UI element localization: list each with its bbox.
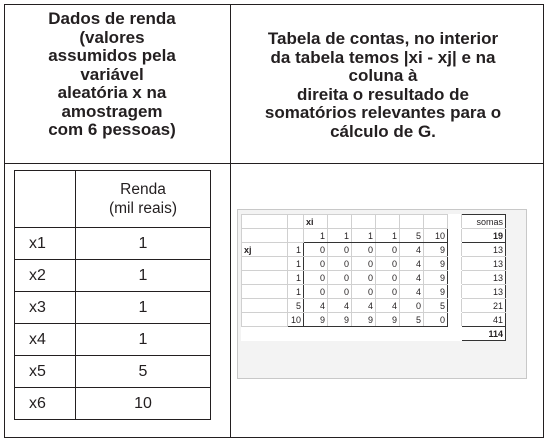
table-row [242, 285, 506, 299]
sheet-cell: 0 [376, 257, 400, 271]
sheet-cell [448, 257, 462, 271]
sheet-cell [448, 285, 462, 299]
sheet-label-row [242, 215, 506, 229]
row-sum: 13 [462, 257, 506, 271]
sheet-cell [288, 229, 304, 243]
header-right-line: Tabela de contas, no interior [267, 29, 499, 48]
table-row [242, 243, 506, 257]
header-left-line: com 6 pessoas) [48, 120, 176, 139]
sheet-cell: 0 [304, 257, 328, 271]
total-sum: 114 [462, 327, 506, 341]
xi-value: 1 [304, 229, 328, 243]
sheet-cell [376, 215, 400, 229]
row-sum: 13 [462, 285, 506, 299]
sheet-cell [288, 327, 304, 341]
income-value: 1 [76, 228, 211, 260]
sheet-cell: 9 [424, 271, 448, 285]
income-header-line: (mil reais) [108, 200, 178, 217]
sheet-cell: 0 [352, 257, 376, 271]
sheet-cell: 0 [376, 285, 400, 299]
row-sum: 13 [462, 271, 506, 285]
sheet-cell: 9 [328, 313, 352, 327]
sheet-total-row [242, 327, 506, 341]
xi-value: 1 [352, 229, 376, 243]
header-left-line: (valores [79, 27, 145, 47]
row-divider [5, 163, 543, 164]
sheet-cell: 0 [400, 299, 424, 313]
sheet-cell [448, 299, 462, 313]
income-value: 1 [76, 260, 211, 292]
sheet-cell: 5 [424, 299, 448, 313]
sheet-cell [448, 215, 462, 229]
income-label: x2 [15, 260, 76, 292]
income-header-line: Renda [120, 181, 166, 198]
sheet-cell: 4 [400, 271, 424, 285]
sheet-cell: 9 [424, 243, 448, 257]
header-right-line: cálculo de G. [330, 121, 436, 141]
sheet-cell: 4 [304, 299, 328, 313]
sheet-cell [242, 229, 288, 243]
sheet-cell: 0 [328, 271, 352, 285]
sheet-cell [328, 215, 352, 229]
sheet-cell [242, 257, 288, 271]
sheet-cell [328, 327, 352, 341]
sheet-cell: 9 [304, 313, 328, 327]
sheet-cell [448, 313, 462, 327]
income-table-header-row [15, 171, 211, 228]
income-value: 10 [76, 388, 211, 420]
sheet-cell [352, 215, 376, 229]
income-label: x3 [15, 292, 76, 324]
income-table [14, 170, 211, 420]
column-divider [230, 5, 231, 437]
spreadsheet-table [241, 214, 506, 341]
header-left-line: assumidos pela [48, 46, 176, 65]
sheet-cell [242, 285, 288, 299]
income-label: x1 [15, 228, 76, 260]
sheet-cell: 0 [352, 243, 376, 257]
xi-sum: 19 [462, 229, 506, 243]
header-right-line: direita o resultado de [297, 84, 469, 104]
table-row [15, 388, 211, 420]
income-table-corner-cell [15, 171, 76, 228]
xj-value: 5 [288, 299, 304, 313]
sheet-cell: 0 [304, 243, 328, 257]
table-row [15, 292, 211, 324]
xi-value: 1 [376, 229, 400, 243]
sheet-cell [352, 327, 376, 341]
sheet-cell [288, 215, 304, 229]
sheet-cell: 4 [376, 299, 400, 313]
sheet-cell: 0 [352, 285, 376, 299]
sheet-cell: 4 [328, 299, 352, 313]
sheet-cell: 0 [376, 243, 400, 257]
sheet-cell: 0 [304, 285, 328, 299]
xj-value: 1 [288, 271, 304, 285]
table-row [15, 260, 211, 292]
sheet-cell: 4 [400, 257, 424, 271]
row-sum: 13 [462, 243, 506, 257]
xj-value: 1 [288, 257, 304, 271]
income-label: x4 [15, 324, 76, 356]
xj-value: 1 [288, 243, 304, 257]
sheet-cell: 0 [304, 271, 328, 285]
sheet-cell [448, 327, 462, 341]
header-left-line: variável [80, 64, 144, 84]
xi-value: 5 [400, 229, 424, 243]
sums-label: somas [462, 215, 506, 229]
sheet-cell [400, 327, 424, 341]
sheet-cell [424, 327, 448, 341]
table-row [242, 299, 506, 313]
sheet-cell: 4 [352, 299, 376, 313]
sheet-cell: 4 [400, 285, 424, 299]
row-sum: 21 [462, 299, 506, 313]
income-label: x6 [15, 388, 76, 420]
sheet-cell: 0 [328, 285, 352, 299]
table-row [242, 271, 506, 285]
xi-value: 1 [328, 229, 352, 243]
header-right [232, 30, 534, 141]
sheet-cell: 9 [376, 313, 400, 327]
table-row [15, 324, 211, 356]
header-left-line: amostragem [61, 101, 163, 121]
xj-value: 1 [288, 285, 304, 299]
sheet-cell [448, 229, 462, 243]
sheet-cell [242, 327, 288, 341]
income-value: 5 [76, 356, 211, 388]
sheet-cell: 0 [328, 257, 352, 271]
sheet-cell: 0 [376, 271, 400, 285]
sheet-cell: 0 [352, 271, 376, 285]
income-label: x5 [15, 356, 76, 388]
sheet-cell [400, 215, 424, 229]
sheet-cell [448, 271, 462, 285]
sheet-cell [242, 215, 288, 229]
sheet-cell: 9 [352, 313, 376, 327]
sheet-xi-row [242, 229, 506, 243]
table-row [242, 257, 506, 271]
header-left [6, 10, 218, 140]
table-row [15, 228, 211, 260]
header-right-line: coluna à [348, 66, 418, 85]
sheet-cell [242, 313, 288, 327]
sheet-cell [376, 327, 400, 341]
xi-label: xi [304, 215, 328, 229]
sheet-cell [424, 215, 448, 229]
xi-value: 10 [424, 229, 448, 243]
sheet-cell: 9 [424, 257, 448, 271]
xj-label: xj [242, 243, 288, 257]
income-value: 1 [76, 324, 211, 356]
table-row [242, 313, 506, 327]
row-sum: 41 [462, 313, 506, 327]
sheet-cell: 4 [400, 243, 424, 257]
xj-value: 10 [288, 313, 304, 327]
sheet-cell: 9 [424, 285, 448, 299]
sheet-cell [448, 243, 462, 257]
header-right-line: da tabela temos |xi - xj| e na [270, 47, 496, 67]
header-right-line: somatórios relevantes para o [264, 103, 502, 122]
sheet-cell [242, 299, 288, 313]
sheet-cell [242, 271, 288, 285]
sheet-cell: 5 [400, 313, 424, 327]
sheet-cell: 0 [328, 243, 352, 257]
table-row [15, 356, 211, 388]
sheet-cell: 0 [424, 313, 448, 327]
sheet-cell [304, 327, 328, 341]
header-left-line: aleatória x na [57, 83, 167, 102]
income-value: 1 [76, 292, 211, 324]
header-left-line: Dados de renda [48, 9, 176, 28]
income-table-header [76, 171, 211, 228]
